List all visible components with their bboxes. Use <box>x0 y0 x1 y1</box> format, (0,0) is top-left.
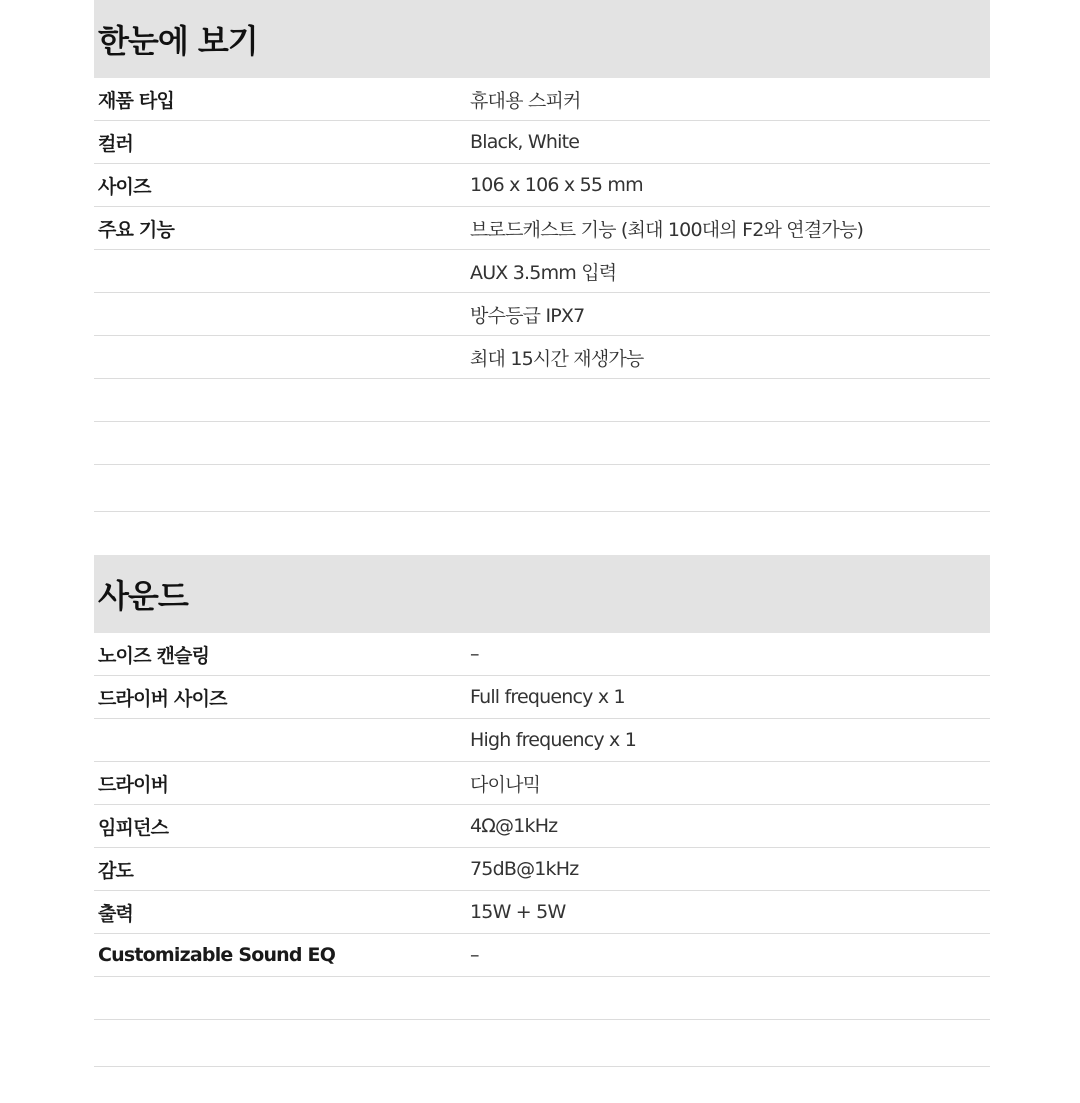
spec-label: 주요 기능 <box>98 218 175 241</box>
spec-value: 106 x 106 x 55 mm <box>470 174 643 196</box>
spec-value: 15W + 5W <box>470 901 566 923</box>
spec-row <box>94 78 990 121</box>
spec-label: Customizable Sound EQ <box>98 944 336 966</box>
spec-row <box>94 336 990 379</box>
sound-spec-table <box>94 633 990 1067</box>
overview-section <box>94 0 990 512</box>
empty-row <box>94 422 990 465</box>
spec-row <box>94 121 990 164</box>
spec-label: 사이즈 <box>98 175 151 198</box>
spec-value: 방수등급 IPX7 <box>470 304 585 327</box>
spec-row <box>94 805 990 848</box>
spec-row <box>94 250 990 293</box>
spec-value: 브로드캐스트 기능 (최대 100대의 F2와 연결가능) <box>470 218 864 241</box>
overview-title: 한눈에 보기 <box>98 22 258 60</box>
spec-row <box>94 719 990 762</box>
spec-value: 4Ω@1kHz <box>470 815 558 837</box>
spec-value: – <box>470 643 479 665</box>
overview-header <box>94 0 990 78</box>
spec-row <box>94 293 990 336</box>
spec-label: 드라이버 <box>98 773 169 796</box>
spec-label: 출력 <box>98 902 134 925</box>
empty-row <box>94 1020 990 1067</box>
empty-row <box>94 379 990 422</box>
spec-label: 임피던스 <box>98 816 169 839</box>
spec-value: Full frequency x 1 <box>470 686 625 708</box>
spec-value: AUX 3.5mm 입력 <box>470 261 617 284</box>
spec-value: 휴대용 스피커 <box>470 89 581 112</box>
spec-value: 다이나믹 <box>470 773 541 796</box>
spec-label: 노이즈 캔슬링 <box>98 644 210 667</box>
spec-label: 재품 타입 <box>98 89 175 112</box>
spec-value: 최대 15시간 재생가능 <box>470 347 644 370</box>
spec-label: 컬러 <box>98 132 134 155</box>
spec-value: – <box>470 944 479 966</box>
spec-row <box>94 762 990 805</box>
spec-row <box>94 934 990 977</box>
spec-value: High frequency x 1 <box>470 729 637 751</box>
spec-row <box>94 207 990 250</box>
sound-title: 사운드 <box>98 577 188 615</box>
spec-row <box>94 848 990 891</box>
spec-row <box>94 891 990 934</box>
sound-section <box>94 555 990 1067</box>
spec-row <box>94 164 990 207</box>
spec-label: 드라이버 사이즈 <box>98 687 227 710</box>
sound-header <box>94 555 990 633</box>
spec-label: 감도 <box>98 859 134 882</box>
spec-row <box>94 633 990 676</box>
spec-value: 75dB@1kHz <box>470 858 579 880</box>
empty-row <box>94 465 990 512</box>
spec-value: Black, White <box>470 131 580 153</box>
spec-row <box>94 676 990 719</box>
empty-row <box>94 977 990 1020</box>
overview-spec-table <box>94 78 990 512</box>
